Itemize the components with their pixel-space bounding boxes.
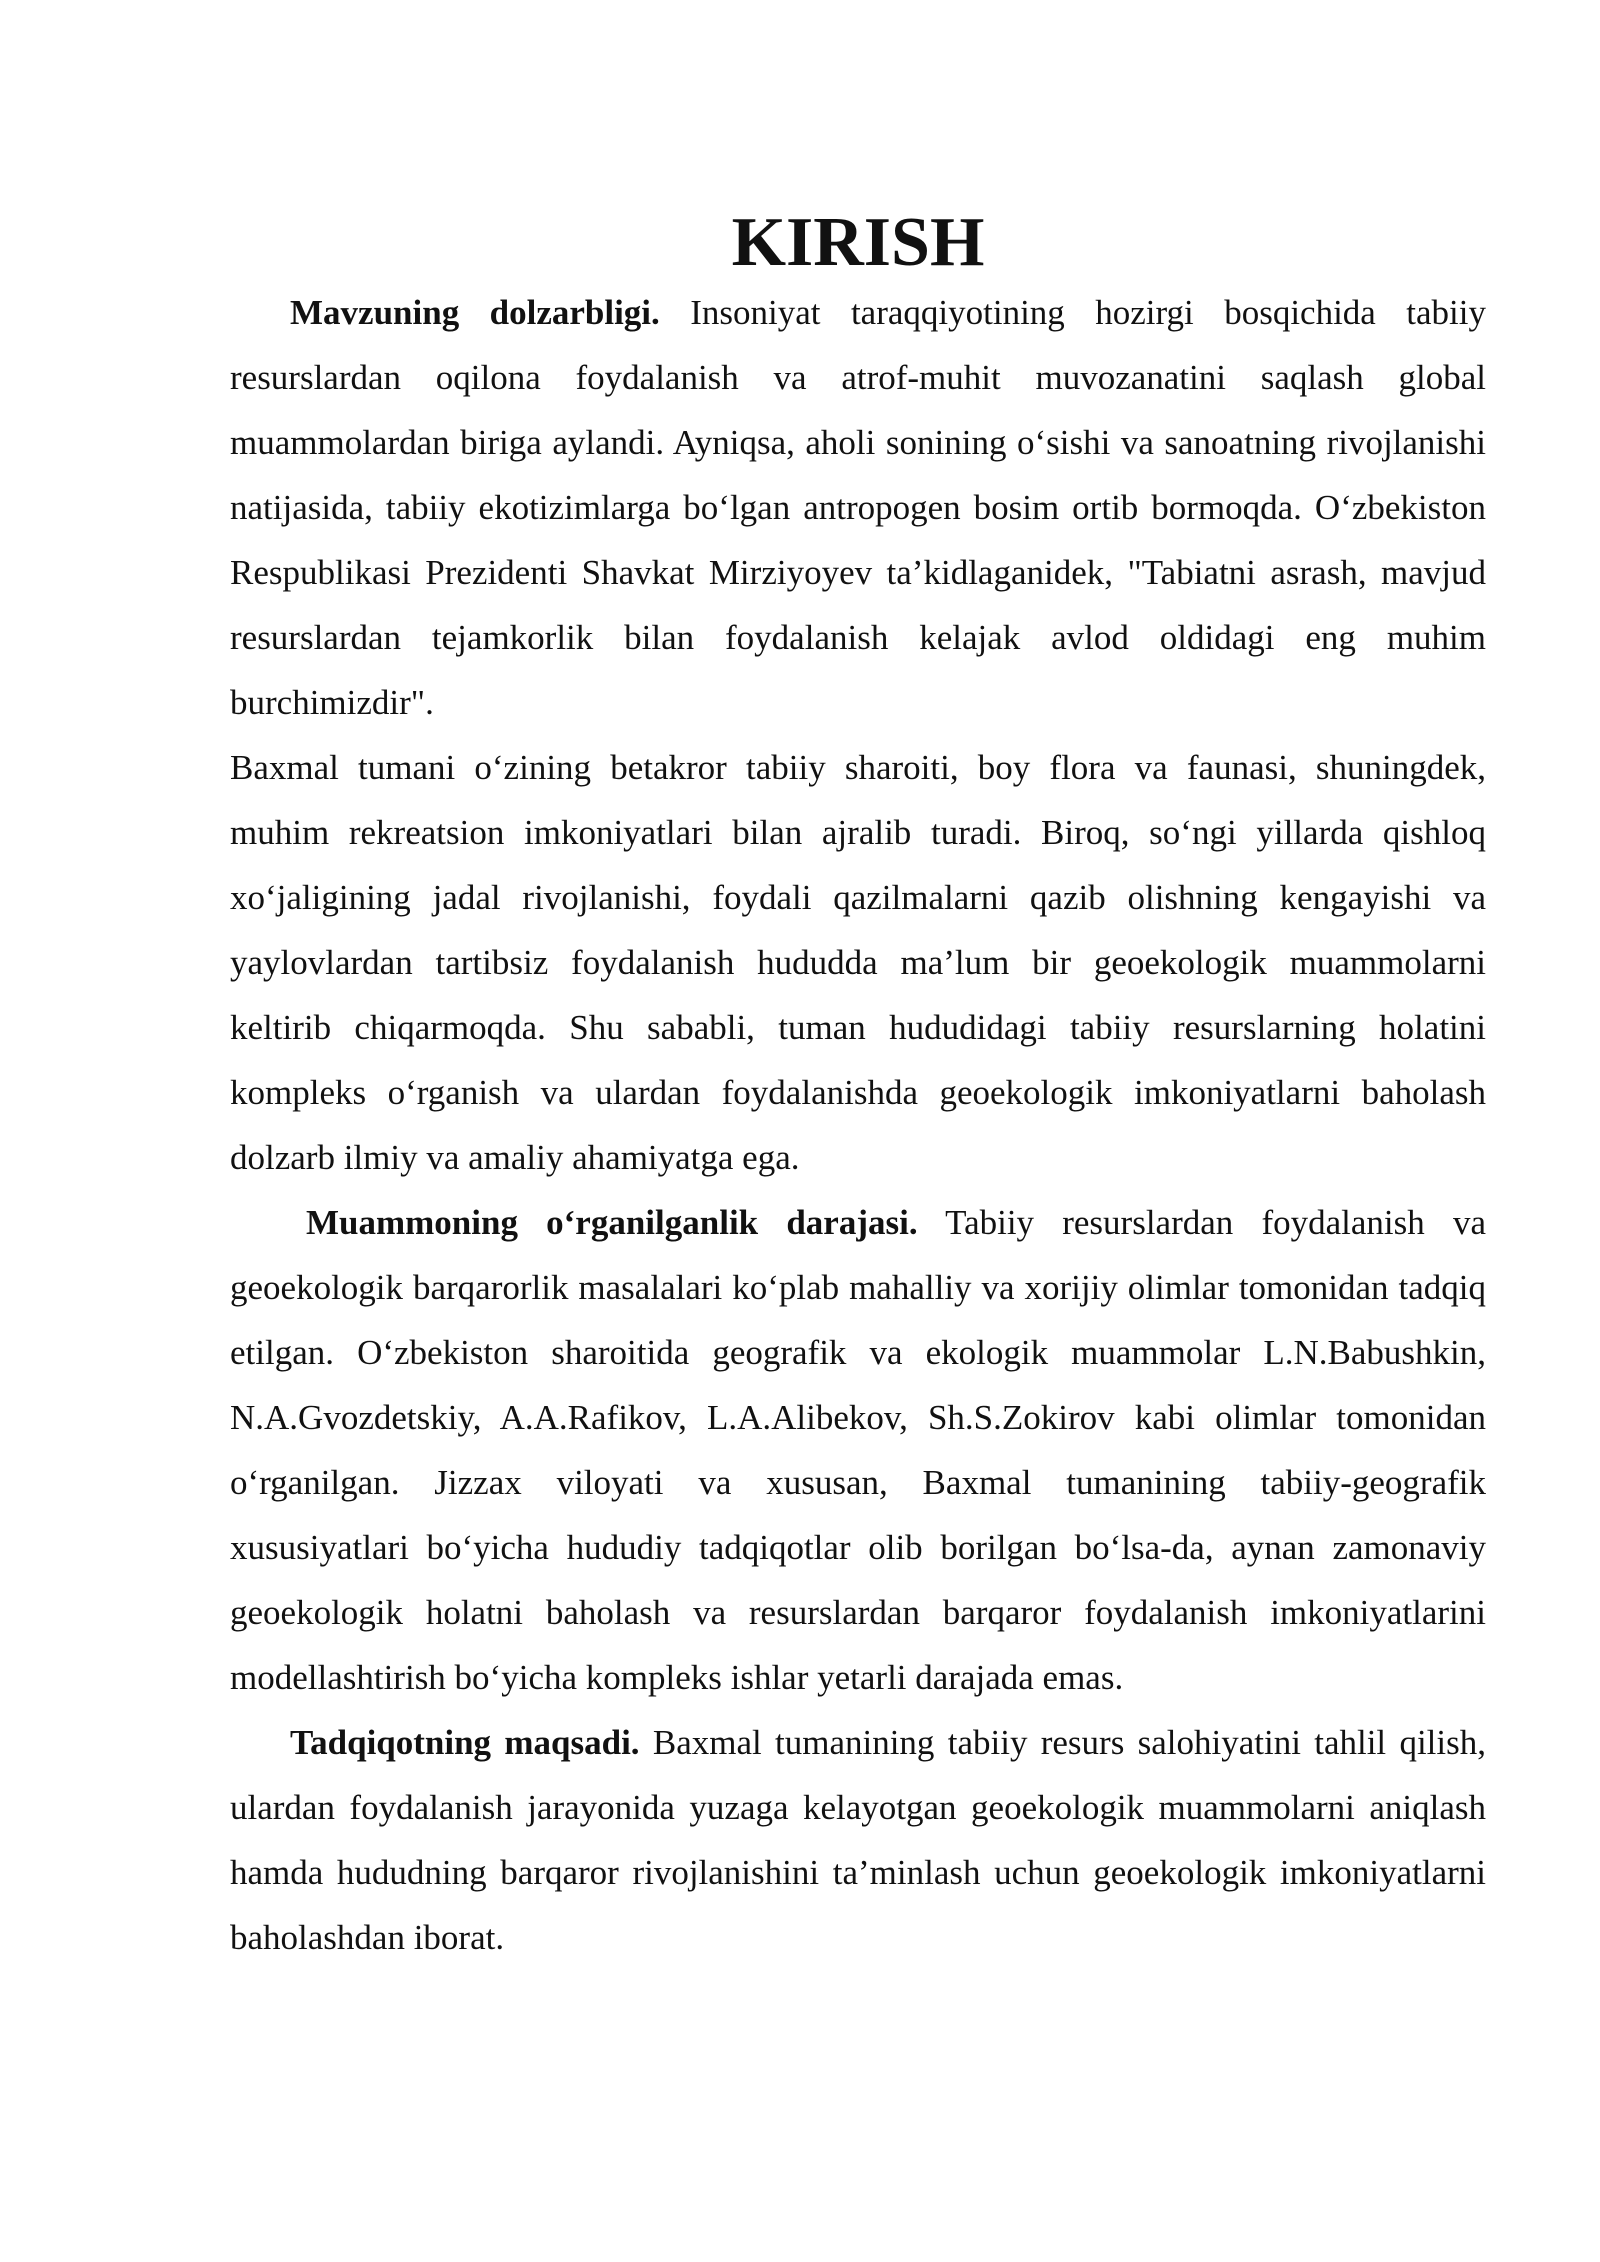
paragraph-relevance: [230, 280, 1486, 735]
paragraph-body-relevance: Insoniyat taraqqiyotining hozirgi bosqichida tabiiy resurslardan oqilona foydalanish va atrof-muhit muvozanatini saqlash global muammolardan biriga aylandi. Ayniqsa, aholi sonining o‘sishi va sanoatning rivojlanishi natijasida, tabiiy ekotizimlarga bo‘lgan antropogen bosim ortib bormoqda. O‘zbekiston Respublikasi Prezidenti Shavkat Mirziyoyev ta’kidlaganidek, "Tabiatni asrash, mavjud resurslardan tejamkorlik bilan foydalanish kelajak avlod oldidagi eng muhim burchimizdir".: [230, 293, 1486, 722]
document-page: [230, 204, 1486, 1970]
paragraph-body-study-degree: Tabiiy resurslardan foydalanish va geoekologik barqarorlik masalalari ko‘plab mahalliy va xorijiy olimlar tomonidan tadqiq etilgan. O‘zbekiston sharoitida geografik va ekologik muammolar L.N.Babushkin, N.A.Gvozdetskiy, A.A.Rafikov, L.A.Alibekov, Sh.S.Zokirov kabi olimlar tomonidan o‘rganilgan. Jizzax viloyati va xususan, Baxmal tumanining tabiiy-geografik xususiyatlari bo‘yicha hududiy tadqiqotlar olib borilgan bo‘lsa-da, aynan zamonaviy geoekologik holatni baholash va resurslardan barqaror foydalanish imkoniyatlarini modellashtirish bo‘yicha kompleks ishlar yetarli darajada emas.: [230, 1203, 1486, 1697]
paragraph-body-goal: Baxmal tumanining tabiiy resurs salohiyatini tahlil qilish, ulardan foydalanish jarayonida yuzaga kelayotgan geoekologik muammolarni aniqlash hamda hududning barqaror rivojlanishini ta’minlash uchun geoekologik imkoniyatlarni baholashdan iborat.: [230, 1723, 1486, 1957]
paragraph-heading-goal: Tadqiqotning maqsadi.: [290, 1723, 640, 1762]
paragraph-goal: [230, 1710, 1486, 1970]
paragraph-baxmal: [230, 735, 1486, 1190]
paragraph-study-degree: [230, 1190, 1486, 1710]
paragraph-body-baxmal: Baxmal tumani o‘zining betakror tabiiy sharoiti, boy flora va faunasi, shuningdek, muhim rekreatsion imkoniyatlari bilan ajralib turadi. Biroq, so‘ngi yillarda qishloq xo‘jaligining jadal rivojlanishi, foydali qazilmalarni qazib olishning kengayishi va yaylovlardan tartibsiz foydalanish hududda ma’lum bir geoekologik muammolarni keltirib chiqarmoqda. Shu sababli, tuman hududidagi tabiiy resurslarning holatini kompleks o‘rganish va ulardan foydalanishda geoekologik imkoniyatlarni baholash dolzarb ilmiy va amaliy ahamiyatga ega.: [230, 748, 1486, 1177]
page-title: KIRISH: [731, 204, 985, 281]
paragraph-heading-study-degree: Muammoning o‘rganilganlik darajasi.: [306, 1203, 918, 1242]
paragraph-heading-relevance: Mavzuning dolzarbligi.: [290, 293, 660, 332]
